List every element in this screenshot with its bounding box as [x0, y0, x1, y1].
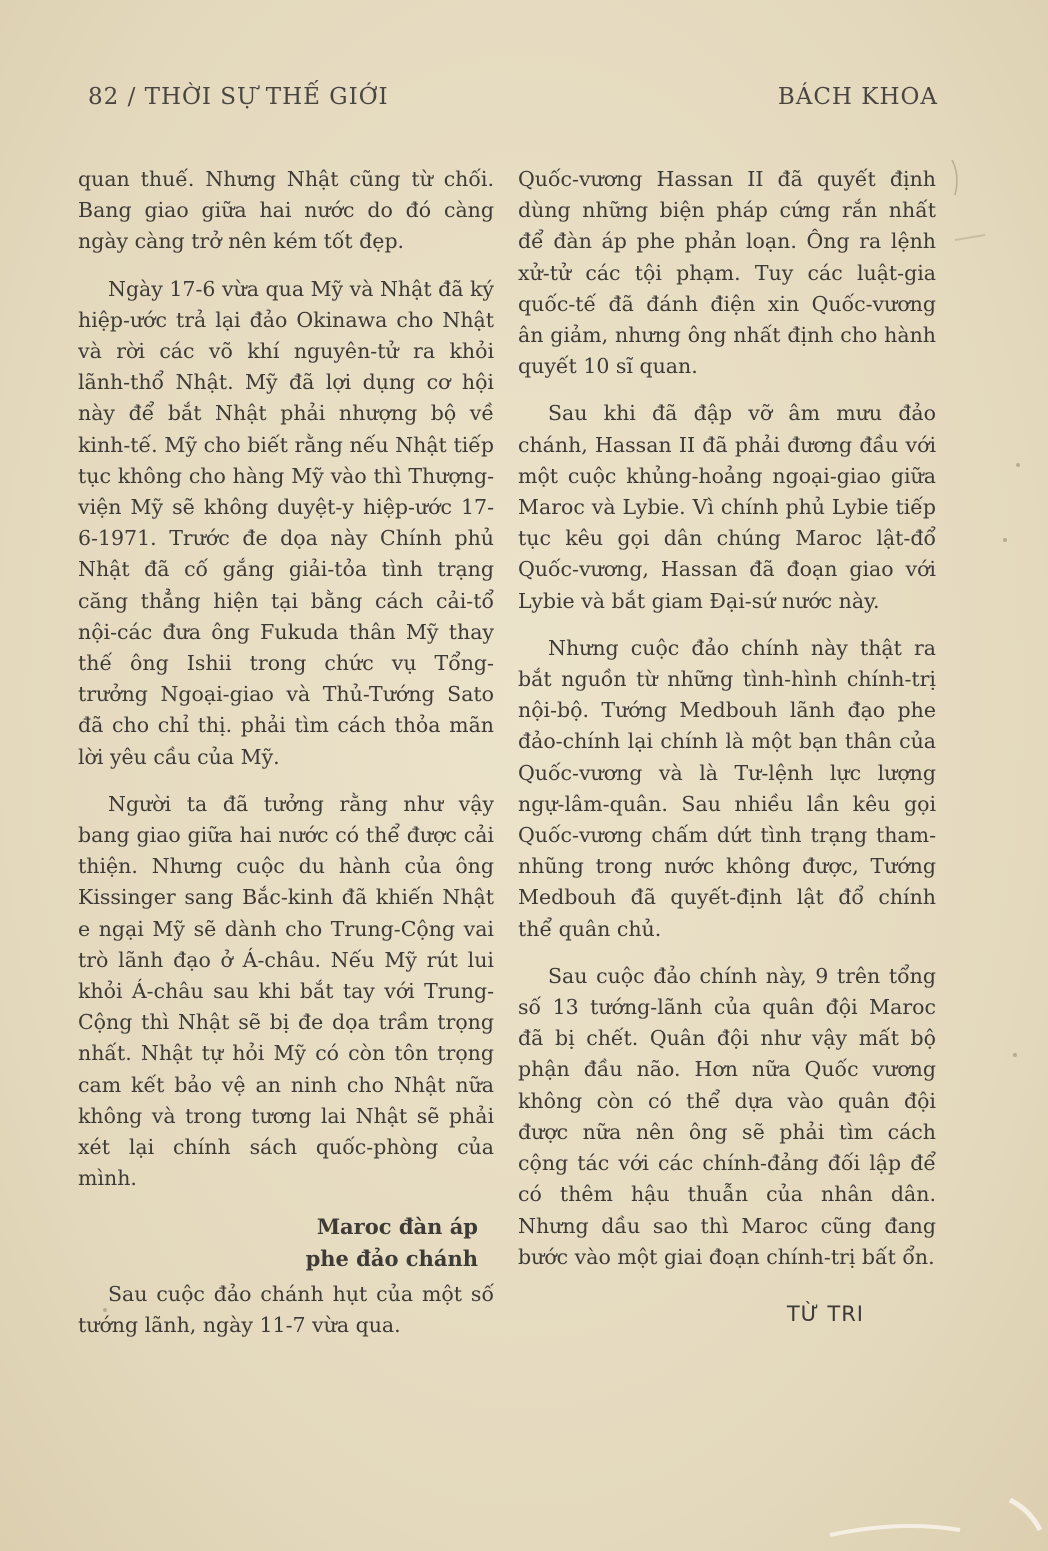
author-signature: TỪ TRI	[786, 1301, 864, 1326]
paragraph: quan thuế. Nhưng Nhật cũng từ chối. Bang giao giữa hai nước do đó càng ngày càng trở nên kém tốt đẹp.	[78, 167, 494, 254]
paragraph: Sau cuộc đảo chánh hụt của một số tướng lãnh, ngày 11-7 vừa qua.	[78, 1281, 494, 1337]
right-column	[518, 164, 936, 1330]
paragraph: Người ta đã tưởng rằng như vậy bang giao giữa hai nước có thể được cải thiện. Nhưng cuộc du hành của ông Kissinger sang Bắc-kinh đã khiến Nhật e ngại Mỹ sẽ dành cho Trung-Cộng vai trò lãnh đạo ở Á-châu. Nếu Mỹ rút lui khỏi Á-châu sau khi bắt tay với Trung-Cộng thì Nhật sẽ bị đe dọa trầm trọng nhất. Nhật tự hỏi Mỹ có còn tôn trọng cam kết bảo vệ an ninh cho Nhật nữa không và trong tương lai Nhật sẽ phải xét lại chính sách quốc-phòng của mình.	[78, 791, 494, 1191]
section-heading-line: Maroc đàn áp	[316, 1213, 478, 1239]
magazine-title: BÁCH KHOA	[777, 84, 938, 110]
left-column	[78, 164, 494, 1341]
paragraph: Nhưng cuộc đảo chính này thật ra bắt nguồn từ những tình-hình chính-trị nội-bộ. Tướng Medbouh lãnh đạo phe đảo-chính lại chính là một bạn thân của Quốc-vương và là Tư-lệnh lực lượng ngự-lâm-quân. Sau nhiều lần kêu gọi Quốc-vương chấm dứt tình trạng tham-nhũng trong nước không được, Tướng Medbouh đã quyết-định lật đổ chính thể quân chủ.	[518, 635, 936, 941]
paragraph: Sau khi đã đập vỡ âm mưu đảo chánh, Hassan II đã phải đương đầu với một cuộc khủng-hoảng ngoại-giao giữa Maroc và Lybie. Vì chính phủ Lybie tiếp tục kêu gọi dân chúng Maroc lật-đổ Quốc-vương, Hassan đã đoạn giao với Lybie và bắt giam Đại-sứ nước này.	[518, 401, 936, 613]
page-number-section: 82 / THỜI SỰ THẾ GIỚI	[88, 84, 389, 110]
running-header	[88, 84, 938, 110]
paragraph: Quốc-vương Hassan II đã quyết định dùng những biện pháp cứng rắn nhất để đàn áp phe phản loạn. Ông ra lệnh xử-tử các tội phạm. Tuy các luật-gia quốc-tế đã đánh điện xin Quốc-vương ân giảm, nhưng ông nhất định cho hành quyết 10 sĩ quan.	[518, 167, 936, 379]
paragraph: Sau cuộc đảo chính này, 9 trên tổng số 13 tướng-lãnh của quân đội Maroc đã bị chết. Quân đội như vậy mất bộ phận đầu não. Hơn nữa Quốc vương không còn có thể dựa vào quân đội được nữa nên ông sẽ phải tìm cách cộng tác với các chính-đảng đối lập để có thêm hậu thuẫn của nhân dân. Nhưng dầu sao thì Maroc cũng đang bước vào một giai đoạn chính-trị bất ổn.	[518, 963, 936, 1269]
section-heading-line: phe đảo chánh	[305, 1245, 478, 1271]
section-heading	[78, 1211, 478, 1275]
paragraph: Ngày 17-6 vừa qua Mỹ và Nhật đã ký hiệp-ước trả lại đảo Okinawa cho Nhật và rời các võ khí nguyên-tử ra khỏi lãnh-thổ Nhật. Mỹ đã lợi dụng cơ hội này để bắt Nhật phải nhượng bộ về kinh-tế. Mỹ cho biết rằng nếu Nhật tiếp tục không cho hàng Mỹ vào thì Thượng-viện Mỹ sẽ không duyệt-y hiệp-ước 17-6-1971. Trước đe dọa này Chính phủ Nhật đã cố gắng giải-tỏa tình trạng căng thẳng hiện tại bằng cách cải-tổ nội-các đưa ông Fukuda thân Mỹ thay thế ông Ishii trong chức vụ Tổng-trưởng Ngoại-giao và Thủ-Tướng Sato đã cho chỉ thị. phải tìm cách thỏa mãn lời yêu cầu của Mỹ.	[78, 276, 494, 769]
